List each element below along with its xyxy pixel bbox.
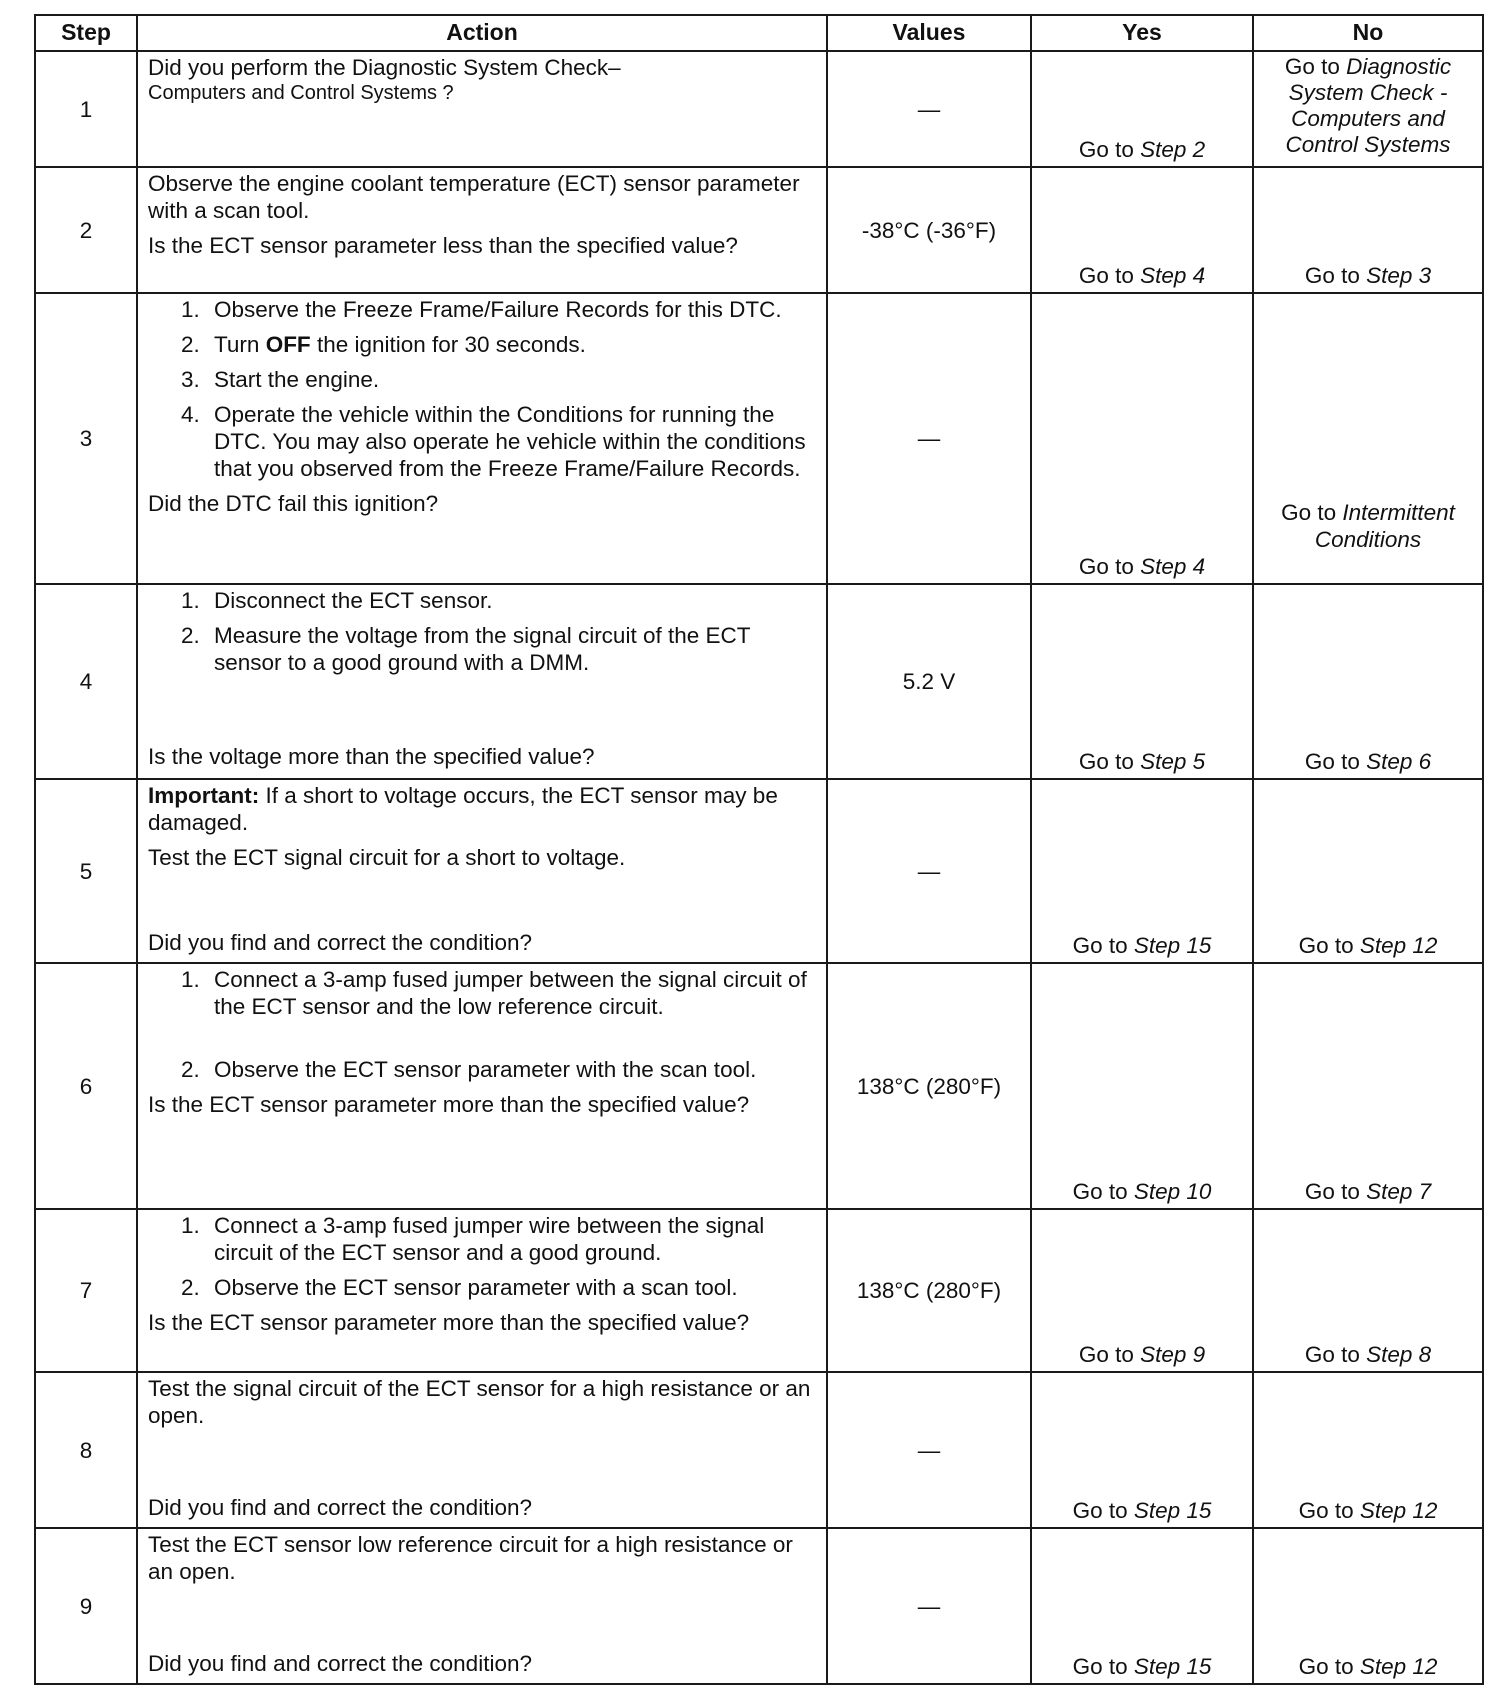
action-list	[148, 1212, 816, 1301]
table-row	[35, 1209, 1483, 1372]
value-cell: —	[827, 779, 1031, 963]
yes-cell: Go to Step 15	[1031, 1528, 1253, 1684]
yes-link[interactable]: Step 15	[1133, 1654, 1212, 1679]
list-item: 1. Connect a 3-amp fused jumper wire between the signal circuit of the ECT sensor and a good ground.	[206, 1212, 816, 1266]
table-row	[35, 167, 1483, 293]
action-text: Observe the engine coolant temperature (ECT) sensor parameter with a scan tool.	[148, 171, 800, 223]
yes-cell: Go to Step 5	[1031, 584, 1253, 779]
step-number: 8	[35, 1372, 137, 1528]
yes-link[interactable]: Step 9	[1140, 1342, 1206, 1367]
question-text: Is the voltage more than the specified value?	[148, 744, 595, 769]
value-cell: —	[827, 293, 1031, 584]
no-cell: Go to Step 12	[1253, 1372, 1483, 1528]
yes-link[interactable]: Step 10	[1133, 1179, 1212, 1204]
list-item: 1. Observe the Freeze Frame/Failure Records for this DTC.	[206, 296, 816, 323]
value-cell: —	[827, 1372, 1031, 1528]
important-note: Important: If a short to voltage occurs, the ECT sensor may be damaged.	[148, 783, 778, 835]
step-number: 2	[35, 167, 137, 293]
header-values: Values	[827, 15, 1031, 51]
value-cell: 5.2 V	[827, 584, 1031, 779]
action-text: Test the signal circuit of the ECT sensor for a high resistance or an open.	[148, 1376, 811, 1428]
no-cell: Go to Step 12	[1253, 1528, 1483, 1684]
no-cell: Go to Step 6	[1253, 584, 1483, 779]
yes-link[interactable]: Step 5	[1140, 749, 1206, 774]
step-number: 5	[35, 779, 137, 963]
action-text: Test the ECT signal circuit for a short to voltage.	[148, 845, 626, 870]
list-item: 3. Start the engine.	[206, 366, 816, 393]
action-cell	[137, 1528, 827, 1684]
action-cell	[137, 1372, 827, 1528]
yes-link[interactable]: Step 15	[1133, 1498, 1212, 1523]
no-cell: Go to Diagnostic System Check - Computers and Control Systems	[1253, 51, 1483, 167]
table-row	[35, 779, 1483, 963]
step-number: 4	[35, 584, 137, 779]
no-link[interactable]: Step 12	[1359, 1654, 1438, 1679]
question-text: Is the ECT sensor parameter more than the specified value?	[148, 1310, 750, 1335]
no-cell: Go to Intermittent Conditions	[1253, 293, 1483, 584]
no-link[interactable]: Step 8	[1366, 1342, 1432, 1367]
list-item: 2. Observe the ECT sensor parameter with a scan tool.	[206, 1274, 816, 1301]
action-list	[148, 587, 816, 676]
no-link[interactable]: Step 12	[1359, 933, 1438, 958]
table-row	[35, 584, 1483, 779]
table-row	[35, 1528, 1483, 1684]
value-cell: —	[827, 1528, 1031, 1684]
diagnostic-table	[34, 14, 1484, 1685]
list-item: 2. Measure the voltage from the signal circuit of the ECT sensor to a good ground with a DMM.	[206, 622, 816, 676]
action-cell	[137, 779, 827, 963]
action-cell	[137, 293, 827, 584]
question-text: Did you find and correct the condition?	[148, 1651, 532, 1676]
header-yes: Yes	[1031, 15, 1253, 51]
yes-cell: Go to Step 4	[1031, 167, 1253, 293]
action-text: Test the ECT sensor low reference circuit for a high resistance or an open.	[148, 1532, 793, 1584]
table-row	[35, 963, 1483, 1209]
list-item: 1. Disconnect the ECT sensor.	[206, 587, 816, 614]
yes-link[interactable]: Step 2	[1140, 137, 1206, 162]
header-action: Action	[137, 15, 827, 51]
action-cell	[137, 963, 827, 1209]
no-cell: Go to Step 3	[1253, 167, 1483, 293]
yes-cell: Go to Step 15	[1031, 779, 1253, 963]
yes-cell: Go to Step 2	[1031, 51, 1253, 167]
no-link[interactable]: Diagnostic System Check - Computers and Control Systems	[1285, 54, 1452, 157]
step-number: 6	[35, 963, 137, 1209]
action-cell	[137, 584, 827, 779]
value-cell: —	[827, 51, 1031, 167]
yes-link[interactable]: Step 15	[1133, 933, 1212, 958]
no-link[interactable]: Step 12	[1359, 1498, 1438, 1523]
no-cell: Go to Step 12	[1253, 779, 1483, 963]
action-cell	[137, 51, 827, 167]
no-cell: Go to Step 8	[1253, 1209, 1483, 1372]
question-text: Is the ECT sensor parameter less than the specified value?	[148, 233, 738, 258]
header-row	[35, 15, 1483, 51]
action-list	[148, 296, 816, 482]
action-cell	[137, 167, 827, 293]
yes-link[interactable]: Step 4	[1140, 554, 1206, 579]
action-list	[148, 966, 816, 1083]
step-number: 1	[35, 51, 137, 167]
question-text: Is the ECT sensor parameter more than the specified value?	[148, 1092, 750, 1117]
action-text: Computers and Control Systems ?	[148, 82, 454, 104]
table-row	[35, 51, 1483, 167]
header-no: No	[1253, 15, 1483, 51]
yes-cell: Go to Step 10	[1031, 963, 1253, 1209]
list-item: 4. Operate the vehicle within the Conditions for running the DTC. You may also operate he vehicle within the conditions that you observed from the Freeze Frame/Failure Records.	[206, 401, 816, 482]
step-number: 7	[35, 1209, 137, 1372]
yes-link[interactable]: Step 4	[1140, 263, 1206, 288]
value-cell: 138°C (280°F)	[827, 1209, 1031, 1372]
list-item: 2. Turn OFF the ignition for 30 seconds.	[206, 331, 816, 358]
yes-cell: Go to Step 15	[1031, 1372, 1253, 1528]
value-cell: 138°C (280°F)	[827, 963, 1031, 1209]
table-row	[35, 293, 1483, 584]
no-link[interactable]: Intermittent Conditions	[1314, 500, 1455, 552]
action-text: Did you perform the Diagnostic System Check–	[148, 55, 621, 80]
value-cell: -38°C (-36°F)	[827, 167, 1031, 293]
step-number: 9	[35, 1528, 137, 1684]
list-item: 2. Observe the ECT sensor parameter with the scan tool.	[206, 1056, 816, 1083]
table-row	[35, 1372, 1483, 1528]
no-link[interactable]: Step 7	[1366, 1179, 1432, 1204]
question-text: Did the DTC fail this ignition?	[148, 491, 439, 516]
header-step: Step	[35, 15, 137, 51]
list-item: 1. Connect a 3-amp fused jumper between the signal circuit of the ECT sensor and the low reference circuit.	[206, 966, 816, 1020]
yes-cell: Go to Step 9	[1031, 1209, 1253, 1372]
yes-cell: Go to Step 4	[1031, 293, 1253, 584]
action-cell	[137, 1209, 827, 1372]
no-cell: Go to Step 7	[1253, 963, 1483, 1209]
question-text: Did you find and correct the condition?	[148, 1495, 532, 1520]
no-link[interactable]: Step 3	[1366, 263, 1432, 288]
step-number: 3	[35, 293, 137, 584]
no-link[interactable]: Step 6	[1366, 749, 1432, 774]
question-text: Did you find and correct the condition?	[148, 930, 532, 955]
